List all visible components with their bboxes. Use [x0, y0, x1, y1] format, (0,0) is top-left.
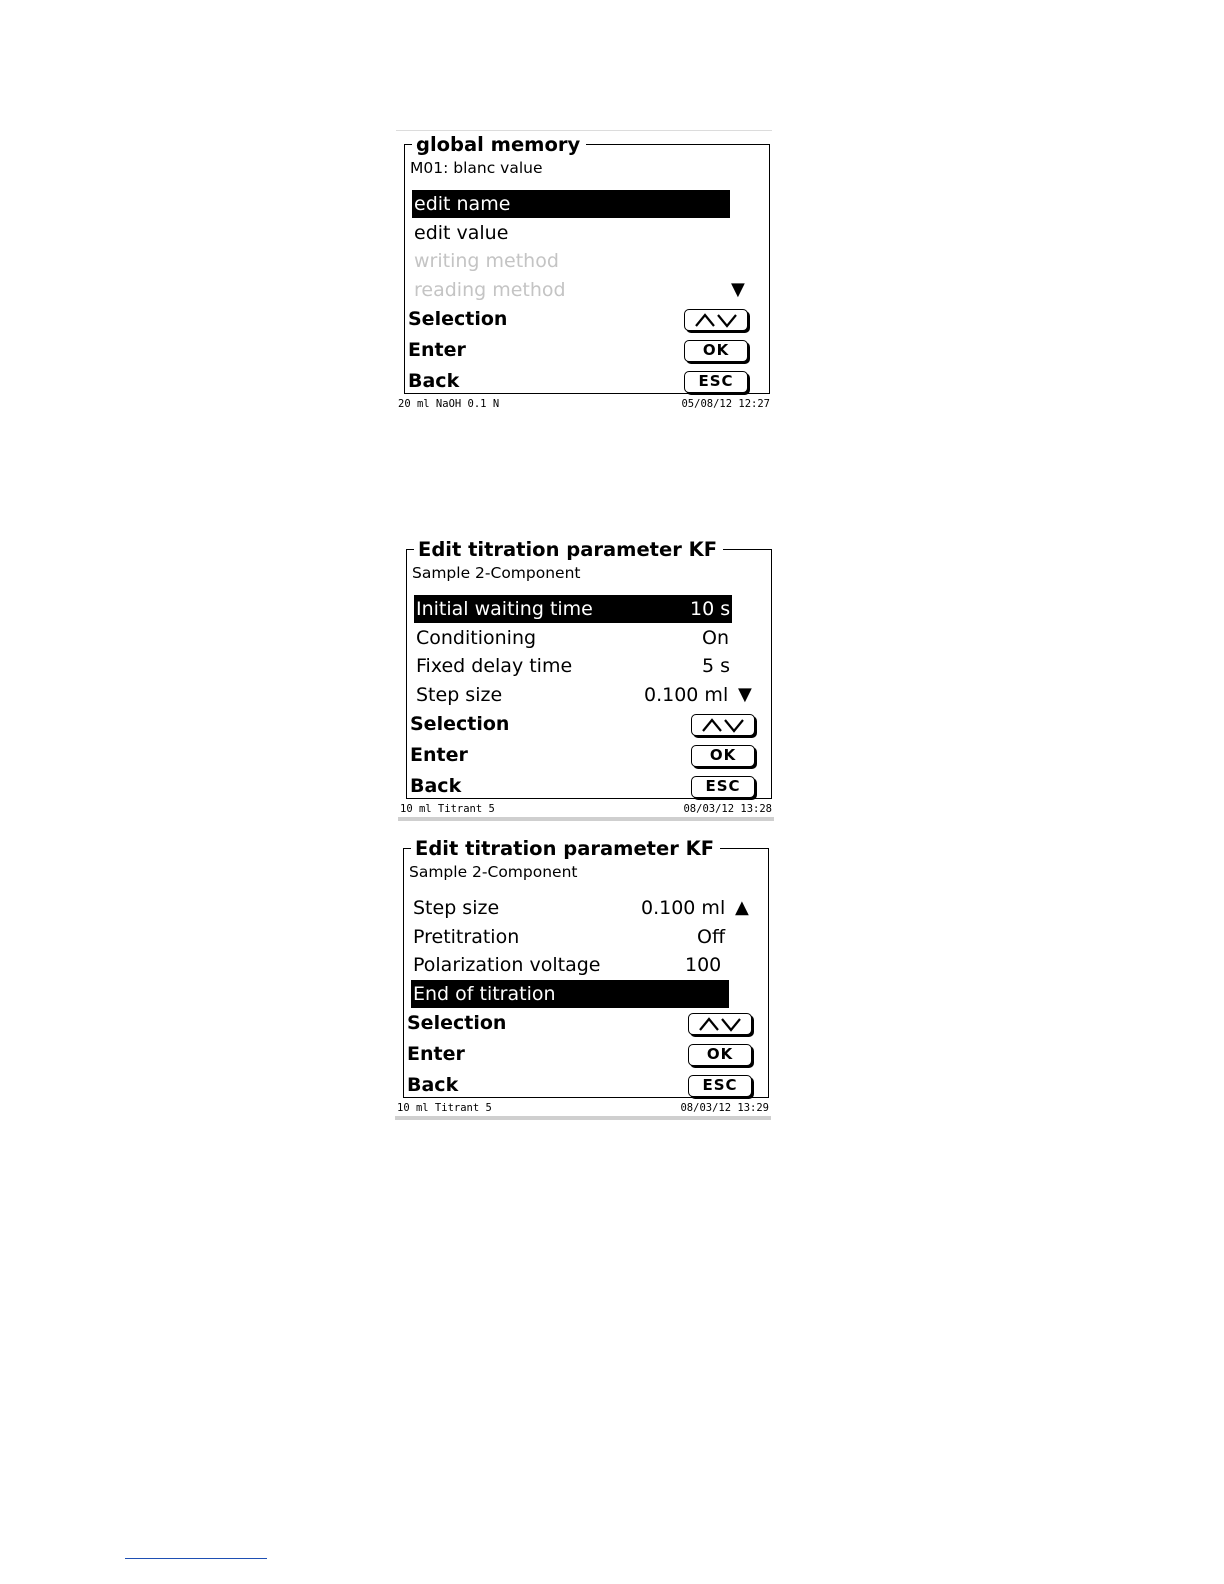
param-label: Fixed delay time	[416, 655, 573, 677]
menu-item-edit-name[interactable]	[412, 190, 730, 218]
param-label: Step size	[413, 897, 500, 919]
key-label-selection: Selection	[407, 1012, 507, 1034]
ok-button[interactable]: OK	[688, 1044, 752, 1066]
key-label-selection: Selection	[410, 713, 510, 735]
param-row-initial-waiting-time[interactable]	[414, 595, 732, 623]
dialog-title: Edit titration parameter KF	[411, 837, 720, 861]
menu-item-label: edit value	[414, 222, 509, 244]
param-label: Conditioning	[416, 627, 537, 649]
status-datetime: 05/08/12 12:27	[681, 398, 770, 410]
screen-global-memory	[396, 130, 772, 414]
param-row-end-of-titration[interactable]	[411, 980, 729, 1008]
key-label-enter: Enter	[408, 339, 466, 361]
ok-button[interactable]: OK	[691, 745, 755, 767]
param-label: Step size	[416, 684, 503, 706]
param-row-step-size[interactable]	[411, 894, 729, 922]
updown-icon	[700, 717, 746, 733]
param-row-pretitration[interactable]	[411, 923, 729, 951]
param-label: Initial waiting time	[416, 598, 593, 620]
param-row-polarization-voltage[interactable]	[411, 951, 729, 979]
screen-edit-titration-2	[395, 834, 771, 1118]
dialog-subtitle: Sample 2-Component	[409, 863, 578, 881]
esc-button[interactable]: ESC	[684, 371, 748, 393]
param-label: Polarization voltage	[413, 954, 601, 976]
key-label-back: Back	[407, 1074, 459, 1096]
scroll-up-icon: ▲	[735, 897, 749, 918]
key-label-back: Back	[408, 370, 460, 392]
menu-item-edit-value[interactable]	[412, 219, 730, 247]
status-datetime: 08/03/12 13:28	[683, 803, 772, 815]
param-value: 0.100 ml	[644, 684, 729, 706]
status-left: 10 ml Titrant 5	[400, 803, 495, 815]
param-value: 0.100 ml	[641, 897, 726, 919]
dialog-title: global memory	[412, 133, 586, 157]
footnote-separator	[125, 1558, 267, 1559]
dialog-subtitle: M01: blanc value	[410, 159, 543, 177]
param-value: Off	[697, 926, 726, 948]
selection-button[interactable]	[691, 714, 755, 736]
menu-item-label: writing method	[414, 250, 559, 272]
divider	[395, 1116, 771, 1120]
ok-button[interactable]: OK	[684, 340, 748, 362]
updown-icon	[693, 312, 739, 328]
divider	[396, 130, 772, 131]
param-value: 10 s	[690, 598, 731, 620]
esc-button[interactable]: ESC	[688, 1075, 752, 1097]
dialog-subtitle: Sample 2-Component	[412, 564, 581, 582]
key-label-enter: Enter	[407, 1043, 465, 1065]
param-value: On	[702, 627, 729, 649]
dialog-title: Edit titration parameter KF	[414, 538, 723, 562]
esc-button[interactable]: ESC	[691, 776, 755, 798]
menu-item-reading-method	[412, 276, 730, 304]
status-left: 20 ml NaOH 0.1 N	[398, 398, 500, 410]
selection-button[interactable]	[684, 309, 748, 331]
scroll-down-icon: ▼	[738, 684, 752, 705]
param-row-step-size[interactable]	[414, 681, 732, 709]
scroll-down-icon: ▼	[731, 279, 745, 300]
param-row-conditioning[interactable]	[414, 624, 732, 652]
screen-edit-titration-1	[398, 535, 774, 819]
param-row-fixed-delay-time[interactable]	[414, 652, 732, 680]
key-label-back: Back	[410, 775, 462, 797]
menu-item-label: reading method	[414, 279, 566, 301]
key-label-enter: Enter	[410, 744, 468, 766]
param-label: End of titration	[413, 983, 556, 1005]
param-value: 5 s	[702, 655, 731, 677]
param-value: 100	[685, 954, 722, 976]
divider	[398, 817, 774, 821]
status-datetime: 08/03/12 13:29	[680, 1102, 769, 1114]
key-label-selection: Selection	[408, 308, 508, 330]
selection-button[interactable]	[688, 1013, 752, 1035]
menu-item-writing-method	[412, 247, 730, 275]
param-label: Pretitration	[413, 926, 520, 948]
status-left: 10 ml Titrant 5	[397, 1102, 492, 1114]
menu-item-label: edit name	[414, 193, 511, 215]
updown-icon	[697, 1016, 743, 1032]
